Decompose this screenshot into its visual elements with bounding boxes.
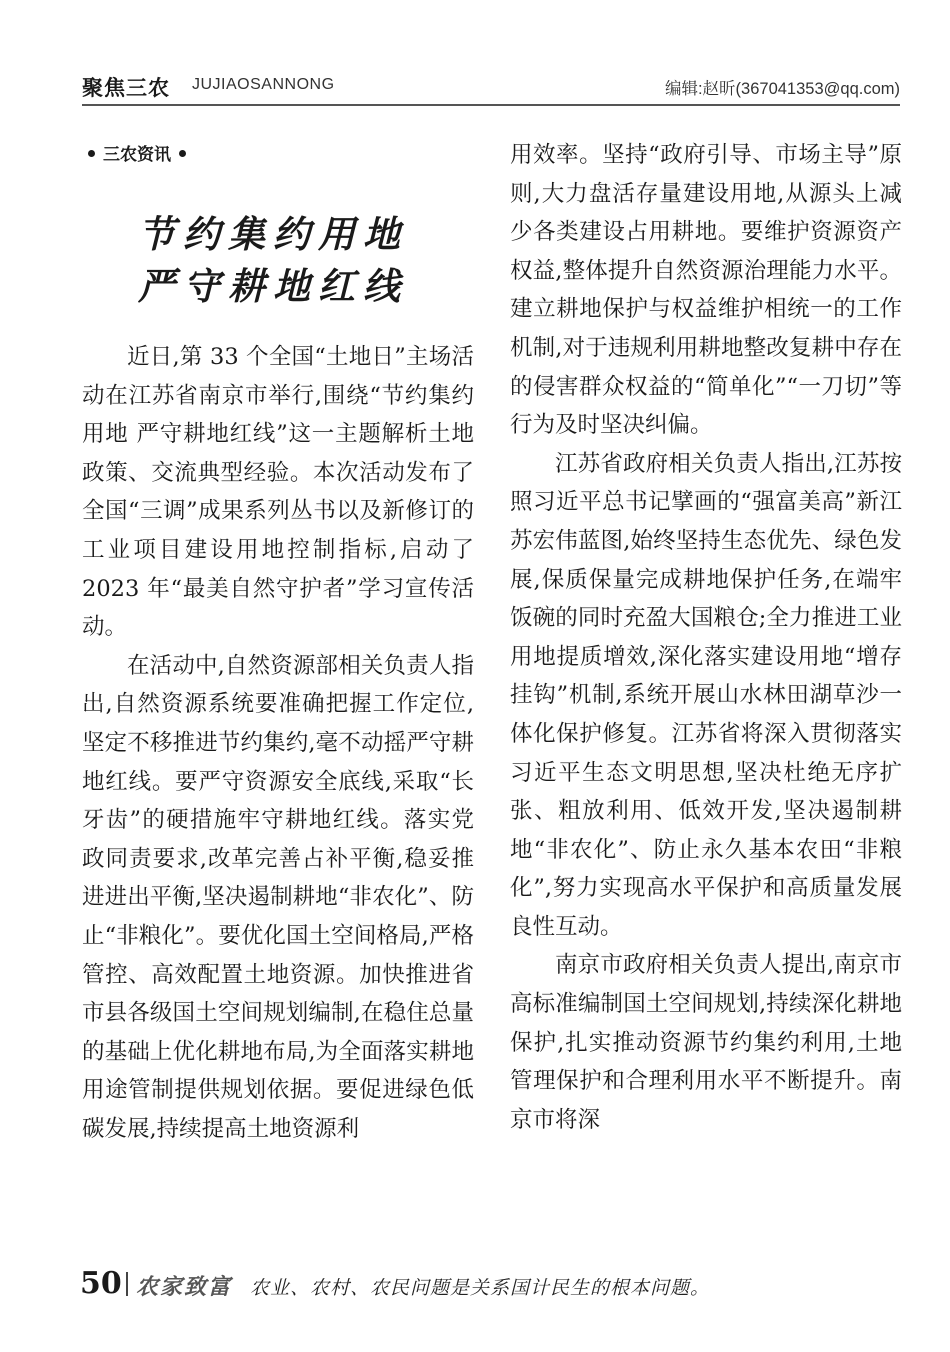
news-tag — [88, 140, 474, 170]
header-divider — [82, 104, 900, 106]
right-column — [510, 136, 902, 1139]
left-column — [82, 136, 474, 1148]
magazine-brand: 农家致富 — [136, 1274, 233, 1300]
editor-credit: 编辑:赵昕(367041353@qq.com) — [664, 80, 900, 98]
section-title: 聚焦三农 — [82, 76, 170, 100]
paragraph: 江苏省政府相关负责人指出,江苏按照习近平总书记擘画的“强富美高”新江苏宏伟蓝图,始终坚持生态优先、绿色发展,保质保量完成耕地保护任务,在端牢饭碗的同时充盈大国粮仓;全力推进工业用地提质增效,深化落实建设用地“增存挂钩”机制,系统开展山水林田湖草沙一体化保护修复。江苏省将深入贯彻落实习近平生态文明思想,坚决杜绝无序扩张、粗放利用、低效开发,坚决遏制耕地“非农化”、防止永久基本农田“非粮化”,努力实现高水平保护和高质量发展良性互动。 — [510, 450, 902, 940]
title-line-1: 节约集约用地 — [138, 212, 408, 256]
page-number: 50 — [80, 1266, 122, 1301]
page-footer — [80, 1266, 900, 1306]
paragraph: 南京市政府相关负责人提出,南京市高标准编制国土空间规划,持续深化耕地保护,扎实推动资源节约集约利用,土地管理保护和合理利用水平不断提升。南京市将深 — [510, 952, 902, 1133]
paragraph: 在活动中,自然资源部相关负责人指出,自然资源系统要准确把握工作定位,坚定不移推进节约集约,毫不动摇严守耕地红线。要严守资源安全底线,采取“长牙齿”的硬措施牢守耕地红线。落实党政同责要求,改革完善占补平衡,稳妥推进进出平衡,坚决遏制耕地“非农化”、防止“非粮化”。要优化国土空间格局,严格管控、高效配置土地资源。加快推进省市县各级国土空间规划编制,在稳住总量的基础上优化耕地布局,为全面落实耕地用途管制提供规划依据。要促进绿色低碳发展,持续提高土地资源利 — [82, 652, 474, 1142]
section-title-english: JUJIAOSANNONG — [192, 76, 335, 93]
news-tag-label: 三农资讯 — [103, 145, 171, 165]
article-title — [82, 208, 474, 312]
page-header — [82, 70, 900, 104]
footer-divider — [126, 1272, 128, 1296]
footer-slogan: 农业、农村、农民问题是关系国计民生的根本问题。 — [250, 1277, 711, 1299]
bullet-dot-icon — [88, 150, 95, 157]
title-line-2: 严守耕地红线 — [138, 264, 408, 308]
paragraph: 近日,第 33 个全国“土地日”主场活动在江苏省南京市举行,围绕“节约集约用地 严守耕地红线”这一主题解析土地政策、交流典型经验。本次活动发布了全国“三调”成果系列丛书以及新修订的工业项目建设用地控制指标,启动了 2023 年“最美自然守护者”学习宣传活动。 — [82, 344, 474, 641]
bullet-dot-icon — [179, 150, 186, 157]
paragraph: 用效率。坚持“政府引导、市场主导”原则,大力盘活存量建设用地,从源头上减少各类建设占用耕地。要维护资源资产权益,整体提升自然资源治理能力水平。建立耕地保护与权益维护相统一的工作机制,对于违规利用耕地整改复耕中存在的侵害群众权益的“简单化”“一刀切”等行为及时坚决纠偏。 — [510, 142, 902, 439]
